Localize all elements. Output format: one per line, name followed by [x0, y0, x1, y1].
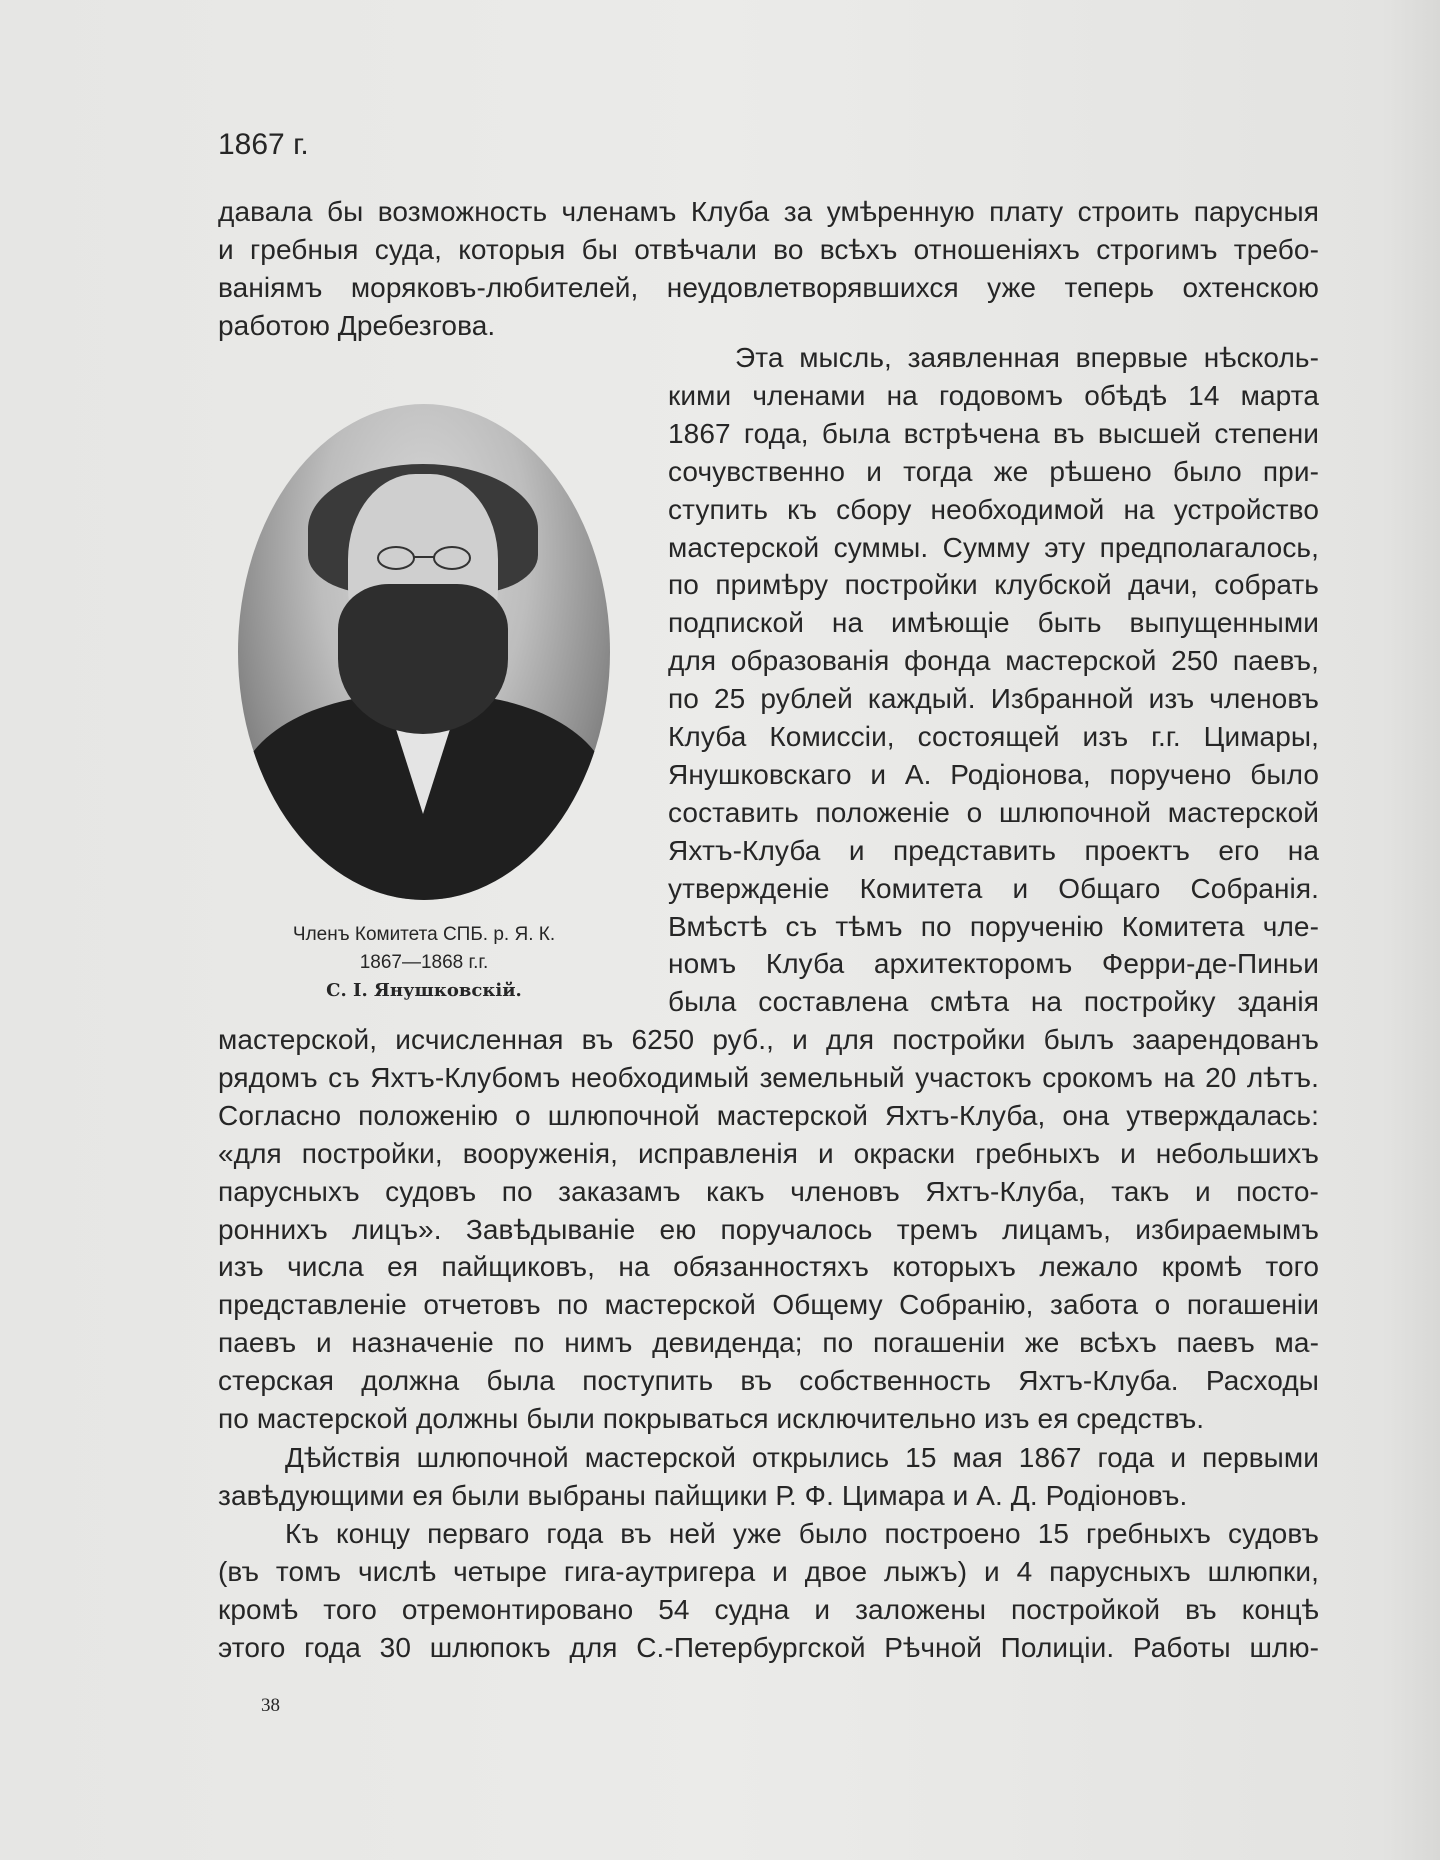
text-line: была составлена смѣта на постройку зданія [668, 986, 1319, 1018]
running-head: 1867 г. [218, 128, 309, 161]
text-line: этого года 30 шлюпокъ для С.-Петербургской Рѣчной Полиціи. Работы шлю- [218, 1631, 1319, 1663]
page-number: 38 [261, 1695, 280, 1716]
text-line: подпиской на имѣющіе быть выпущенными [668, 607, 1319, 639]
text-line: паевъ и назначеніе по нимъ девиденда; по погашеніи же всѣхъ паевъ ма- [218, 1327, 1319, 1359]
text-line: роннихъ лицъ». Завѣдываніе ею поручалось тремъ лицамъ, избираемымъ [218, 1213, 1319, 1245]
text-line: Согласно положенію о шлюпочной мастерской Яхтъ-Клуба, она утверждалась: [218, 1099, 1319, 1131]
text-line: изъ числа ея пайщиковъ, на обязанностяхъ которыхъ лежало кромѣ того [218, 1251, 1319, 1283]
text-line: по мастерской должны были покрываться исключительно изъ ея средствъ. [218, 1403, 1205, 1434]
text-line: мастерской суммы. Сумму эту предполагалось, [668, 531, 1319, 563]
text-line: Дѣйствія шлюпочной мастерской открылись 15 мая 1867 года и первыми [285, 1442, 1319, 1473]
text-line: парусныхъ судовъ по заказамъ какъ членовъ Яхтъ-Клуба, такъ и посто- [218, 1175, 1319, 1207]
glasses-icon [366, 544, 486, 572]
text-line: работою Дребезгова. [218, 309, 496, 341]
text-line: рядомъ съ Яхтъ-Клубомъ необходимый земельный участокъ срокомъ на 20 лѣтъ. [218, 1061, 1319, 1093]
text-line: давала бы возможность членамъ Клуба за умѣренную плату строить парусныя [218, 196, 1319, 227]
text-line: для образованія фонда мастерской 250 паевъ, [668, 645, 1319, 677]
text-line: стерская должна была поступить въ собственность Яхтъ-Клуба. Расходы [218, 1365, 1319, 1397]
text-line: Къ концу перваго года въ ней уже было построено 15 гребныхъ судовъ [285, 1518, 1319, 1549]
text-line: 1867 года, была встрѣчена въ высшей степени [668, 417, 1319, 449]
text-line: (въ томъ числѣ четыре гига-аутригера и двое лыжъ) и 4 парусныхъ шлюпки, [218, 1555, 1319, 1587]
text-line: «для постройки, вооруженія, исправленія и окраски гребныхъ и небольшихъ [218, 1137, 1319, 1169]
text-line: Вмѣстѣ съ тѣмъ по порученію Комитета чле- [668, 910, 1319, 942]
text-line: и гребныя суда, которыя бы отвѣчали во всѣхъ отношеніяхъ строгимъ требо- [218, 233, 1319, 265]
text-line: Янушковскаго и А. Родіонова, поручено было [668, 758, 1319, 790]
text-line: сочувственно и тогда же рѣшено было при- [668, 455, 1319, 487]
text-line: кромѣ того отремонтировано 54 судна и заложены постройкой въ концѣ [218, 1593, 1319, 1625]
text-line: кими членами на годовомъ обѣдѣ 14 марта [668, 379, 1319, 411]
text-line: представленіе отчетовъ по мастерской Общему Собранію, забота о погашеніи [218, 1289, 1319, 1321]
text-line: номъ Клуба архитекторомъ Ферри-де-Пиньи [668, 948, 1319, 980]
caption-name: С. І. Янушковскій. [326, 980, 522, 1001]
text-line: по примѣру постройки клубской дачи, собрать [668, 569, 1319, 601]
text-line: ваніямъ моряковъ-любителей, неудовлетворявшихся уже теперь охтенскою [218, 271, 1319, 303]
caption-years: 1867—1868 г.г. [359, 952, 489, 973]
caption-title: Членъ Комитета СПБ. р. Я. К. [292, 924, 556, 945]
portrait-beard [338, 584, 508, 734]
text-line: по 25 рублей каждый. Избранной изъ членовъ [668, 683, 1319, 715]
text-line: утвержденіе Комитета и Общаго Собранія. [668, 872, 1319, 904]
text-line: Яхтъ-Клуба и представить проектъ его на [668, 834, 1319, 866]
text-line: Клуба Комиссіи, состоящей изъ г.г. Цимары, [668, 721, 1319, 752]
text-line: мастерской, исчисленная въ 6250 руб., и для постройки былъ заарендованъ [218, 1024, 1319, 1055]
portrait-photo [238, 404, 610, 900]
text-line: завѣдующими ея были выбраны пайщики Р. Ф. Цимара и А. Д. Родіоновъ. [218, 1479, 1188, 1511]
text-line: составить положеніе о шлюпочной мастерской [668, 796, 1319, 828]
text-line: ступить къ сбору необходимой на устройство [668, 493, 1319, 525]
text-line: Эта мысль, заявленная впервые нѣсколь- [735, 342, 1319, 373]
